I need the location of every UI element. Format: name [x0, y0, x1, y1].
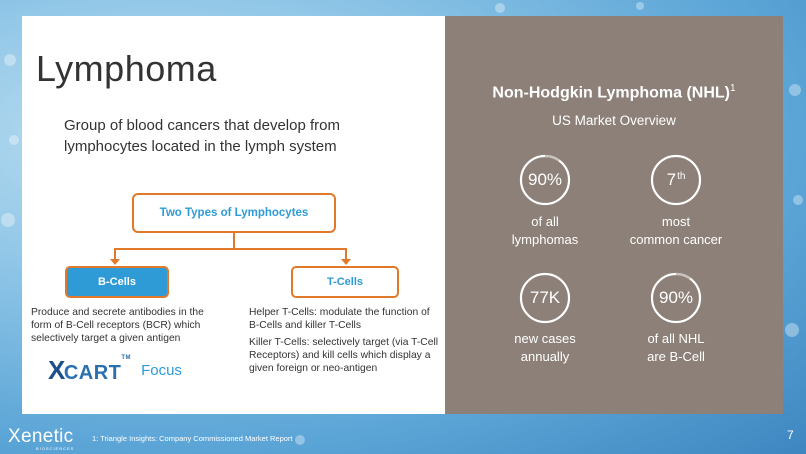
stat-circle [518, 271, 572, 325]
xcart-focus [48, 356, 182, 384]
market-title: Non-Hodgkin Lymphoma (NHL)$^1$ [492, 83, 736, 102]
xenetic-logo-subtitle: BIOSCIENCES [36, 446, 75, 451]
b-cells-description: Produce and secrete antibodies in the form of B-Cell receptors (BCR) which selectively target a given antigen [31, 307, 204, 344]
connector-right [345, 248, 347, 259]
focus-label: Focus [141, 361, 182, 379]
stat-circle [518, 153, 572, 207]
stat-caption: of all lymphomas [511, 214, 579, 247]
lymphocyte-types-box: Two Types of Lymphocytes [132, 193, 336, 233]
intro-text: Group of blood cancers that develop from lymphocytes located in the lymph system [64, 117, 340, 155]
page-number: 7 [787, 428, 794, 442]
stat-circle [649, 271, 703, 325]
stat-value: 90% [658, 288, 694, 307]
arrow-right-icon [341, 259, 351, 265]
market-panel [445, 16, 783, 414]
killer-t-cells-description: Killer T-Cells: selectively target (via T-Cell Receptors) and kill cells which display a given foreign or neo-antigen [249, 337, 439, 374]
stat-caption: new cases annually [514, 331, 576, 364]
b-cells-box: B-Cells [65, 266, 169, 298]
stat-circle [649, 153, 703, 207]
xenetic-logo: Xenetic [8, 426, 74, 447]
page-title: Lymphoma [36, 48, 217, 89]
market-subtitle: US Market Overview [552, 113, 676, 128]
arrow-left-icon [110, 259, 120, 265]
helper-t-cells-description: Helper T-Cells: modulate the function of B-Cells and killer T-Cells [249, 307, 430, 331]
stat-caption: most common cancer [629, 214, 723, 247]
stat-value: 77K [529, 288, 561, 307]
xcart-logo: XCART™ [48, 354, 132, 385]
footnote: 1: Triangle Insights: Company Commissioned Market Report [92, 434, 293, 443]
connector-horizontal [114, 248, 347, 250]
connector-left [114, 248, 116, 259]
t-cells-box: T-Cells [291, 266, 399, 298]
stat-caption: of all NHL are B-Cell [647, 331, 705, 364]
connector-vertical [233, 231, 235, 249]
content-panel [22, 16, 445, 414]
stat-value: 90% [527, 170, 563, 189]
stat-value: 7 $^{th}$ [666, 170, 686, 189]
